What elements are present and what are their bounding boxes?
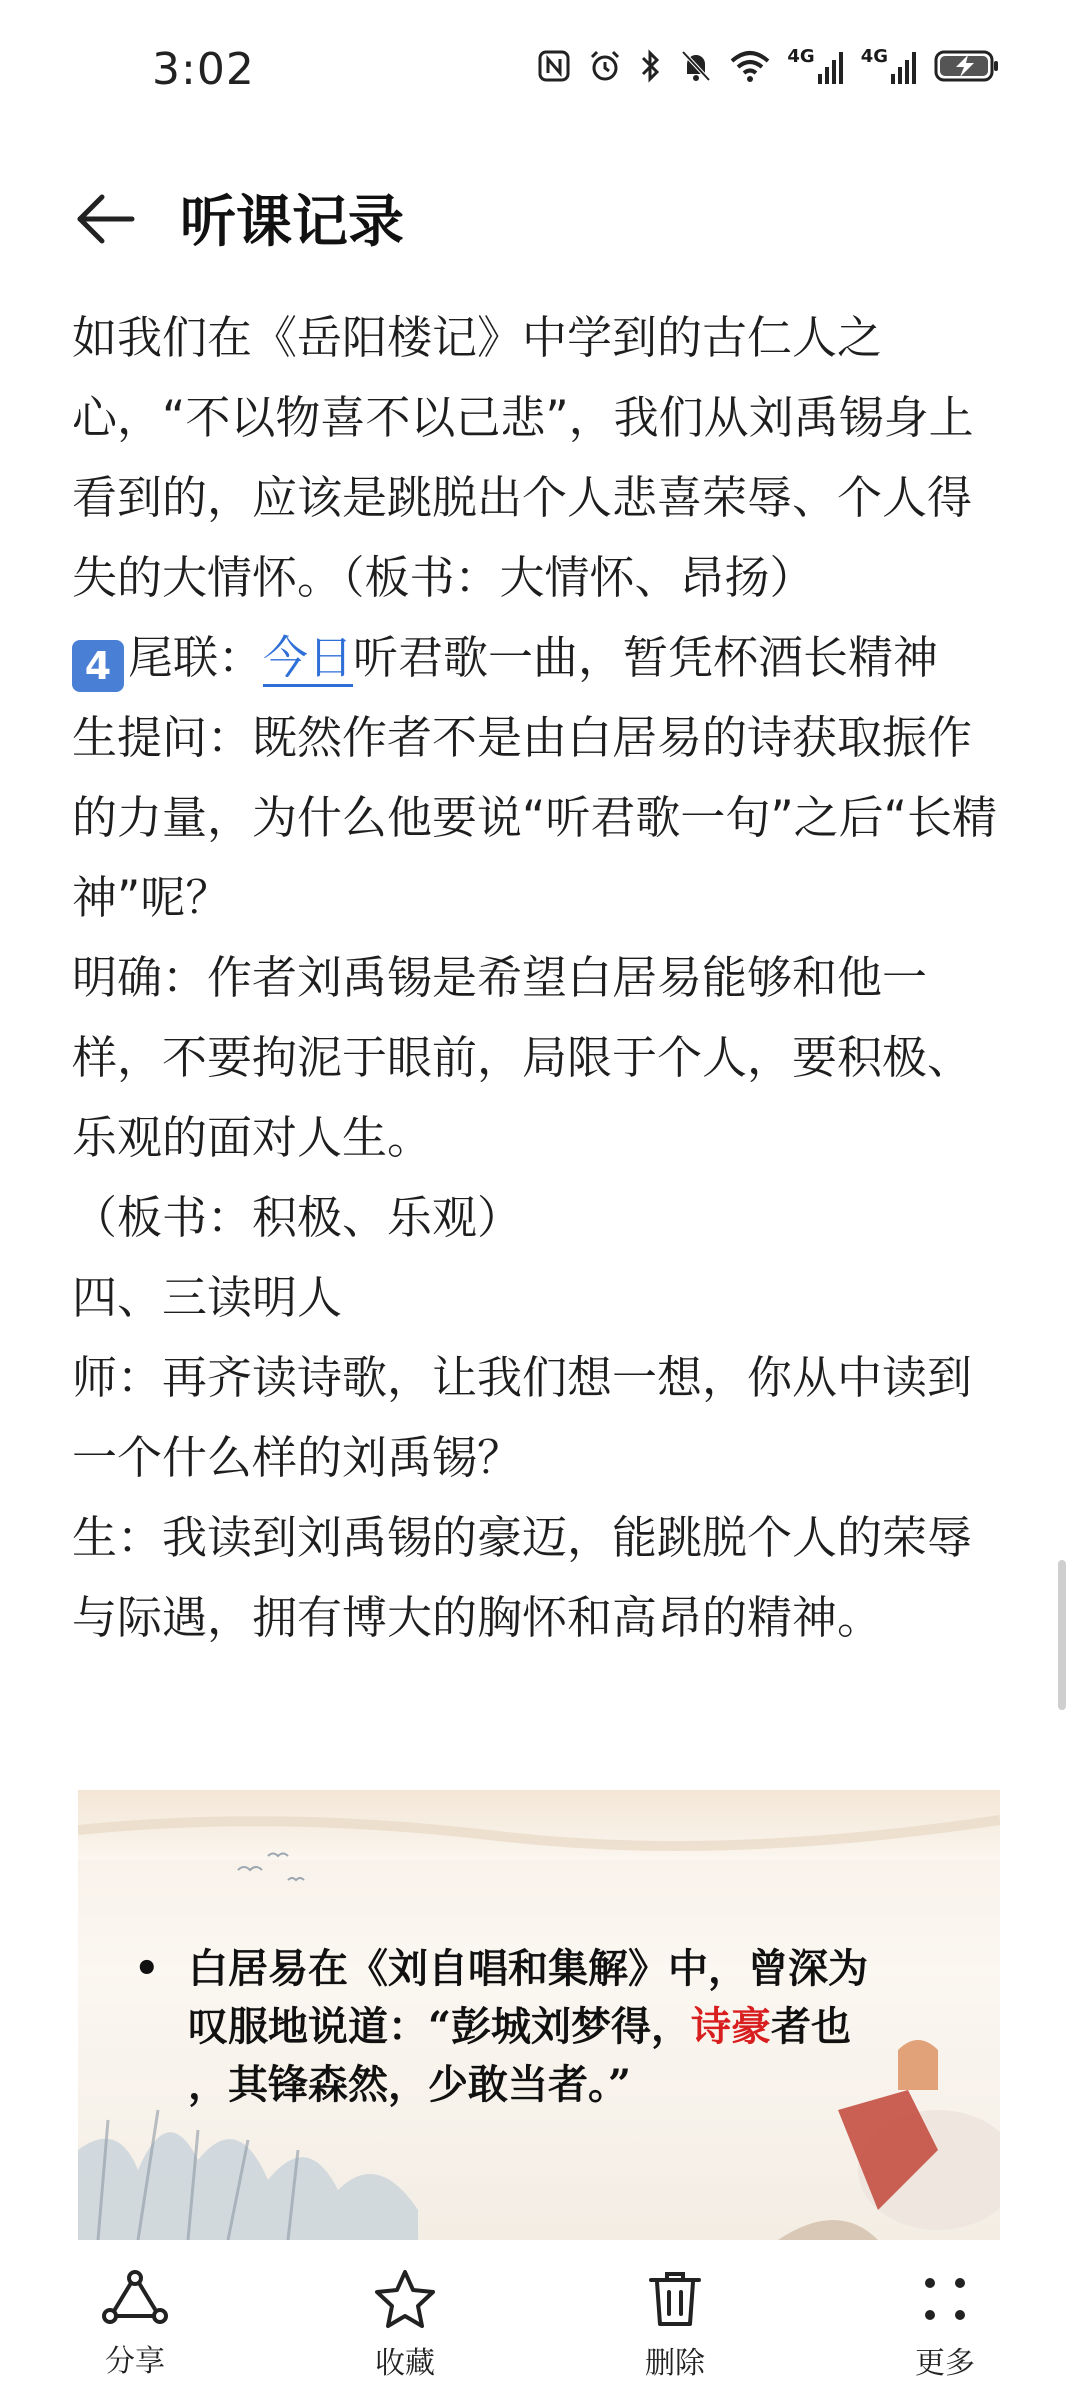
delete-label: 删除 bbox=[645, 2346, 705, 2381]
slide-line: 白居易在《刘自唱和集解》中，曾深为 bbox=[188, 1945, 868, 1992]
link-text[interactable]: 今日 bbox=[263, 631, 353, 687]
signal-bars-icon bbox=[817, 50, 845, 84]
alarm-icon bbox=[587, 48, 623, 84]
signal-4g-2 bbox=[861, 48, 918, 84]
network-type-label: 4G bbox=[787, 46, 815, 67]
star-icon bbox=[373, 2268, 437, 2330]
slide-text-segment: 者也 bbox=[771, 2003, 852, 2050]
paragraph: 如我们在《岳阳楼记》中学到的古仁人之心，“不以物喜不以己悲”，我们从刘禹锡身上看到的，应该是跳脱出个人悲喜荣辱、个人得失的大情怀。（板书：大情怀、昂扬） bbox=[72, 311, 974, 604]
paragraph: 生：我读到刘禹锡的豪迈，能跳脱个人的荣辱与际遇，拥有博大的胸怀和高昂的精神。 bbox=[72, 1511, 973, 1644]
nfc-icon bbox=[537, 49, 571, 83]
scrollbar[interactable] bbox=[1058, 1560, 1066, 1710]
couplet-line bbox=[72, 618, 1012, 698]
bullet-point: • bbox=[134, 1945, 160, 1992]
signal-bars-icon bbox=[890, 50, 918, 84]
mute-bell-icon bbox=[679, 48, 713, 84]
network-type-label: 4G bbox=[860, 46, 888, 67]
share-icon bbox=[100, 2268, 170, 2328]
note-content[interactable] bbox=[72, 298, 1012, 1658]
app-header bbox=[0, 160, 1080, 270]
paragraph: 生提问：既然作者不是由白居易的诗获取振作的力量，为什么他要说“听君歌一句”之后“长精神”呢？ bbox=[72, 711, 997, 924]
delete-button[interactable] bbox=[575, 2240, 775, 2382]
wifi-icon bbox=[729, 49, 771, 83]
highlight-text: 诗豪 bbox=[691, 2003, 772, 2050]
status-icons bbox=[537, 48, 1000, 84]
status-bar bbox=[0, 0, 1080, 140]
number-4-badge: 4 bbox=[72, 640, 124, 692]
more-label: 更多 bbox=[915, 2346, 975, 2381]
more-button[interactable] bbox=[845, 2240, 1045, 2382]
bluetooth-icon bbox=[639, 48, 663, 84]
section-heading: 四、三读明人 bbox=[72, 1271, 343, 1324]
slide-image[interactable] bbox=[78, 1790, 1000, 2240]
favorite-button[interactable] bbox=[305, 2240, 505, 2382]
slide-line bbox=[188, 1998, 994, 2056]
battery-charging-icon bbox=[934, 48, 1000, 84]
slide-text bbox=[134, 1940, 994, 2114]
paragraph: 明确：作者刘禹锡是希望白居易能够和他一样，不要拘泥于眼前，局限于个人，要积极、乐观的面对人生。 bbox=[72, 951, 973, 1164]
couplet-rest: 听君歌一曲，暂凭杯酒长精神 bbox=[353, 631, 939, 684]
share-button[interactable] bbox=[35, 2240, 235, 2380]
bottom-toolbar bbox=[0, 2240, 1080, 2400]
slide-quote bbox=[134, 1940, 994, 2114]
favorite-label: 收藏 bbox=[375, 2346, 435, 2381]
signal-4g-1 bbox=[787, 48, 844, 84]
slide-line: ，其锋森然，少敢当者。” bbox=[188, 2061, 632, 2108]
trash-icon bbox=[645, 2268, 705, 2330]
arrow-left-icon bbox=[72, 191, 138, 247]
more-dots-icon bbox=[915, 2268, 975, 2330]
back-button[interactable] bbox=[66, 180, 144, 258]
slide-text-segment: 叹服地说道：“彭城刘梦得， bbox=[188, 2003, 692, 2050]
paragraph: （板书：积极、乐观） bbox=[72, 1191, 523, 1244]
share-label: 分享 bbox=[105, 2344, 165, 2379]
paragraph: 师：再齐读诗歌，让我们想一想，你从中读到一个什么样的刘禹锡？ bbox=[72, 1351, 973, 1484]
page-title: 听课记录 bbox=[180, 190, 404, 255]
couplet-prefix: 尾联： bbox=[128, 631, 264, 684]
status-time: 3:02 bbox=[152, 44, 255, 95]
